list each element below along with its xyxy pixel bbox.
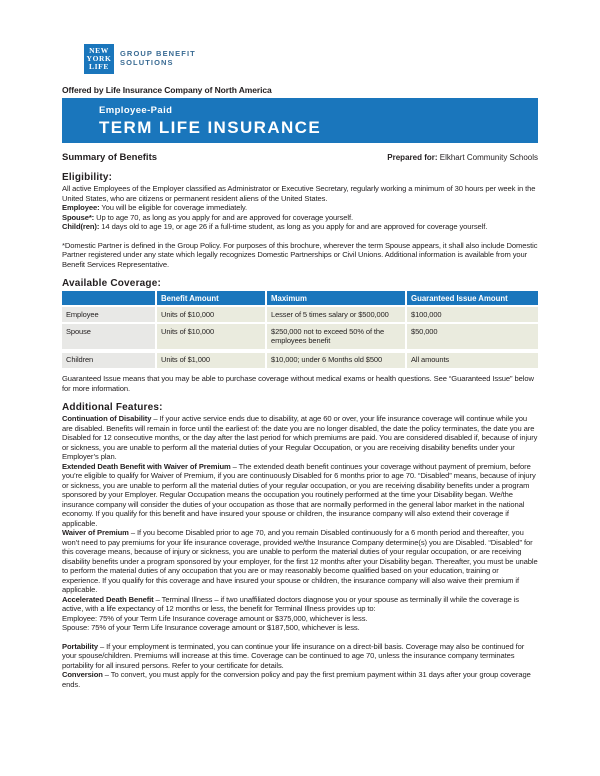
summary-of-benefits-title: Summary of Benefits xyxy=(62,152,158,163)
available-coverage-heading: Available Coverage: xyxy=(62,278,162,289)
cell-children-label: Children xyxy=(62,351,156,369)
feature-portability xyxy=(62,642,538,671)
eligibility-item-text: Up to age 70, as long as you apply for and are approved for coverage yourself. xyxy=(94,212,354,222)
cell-employee-maximum: Lesser of 5 times salary or $500,000 xyxy=(266,306,406,323)
logo-line: YORK xyxy=(86,54,112,63)
feature-label: Waiver of Premium xyxy=(62,528,129,538)
nyl-logo xyxy=(84,44,538,74)
coverage-col-maximum: Maximum xyxy=(266,291,406,306)
feature-label: Portability xyxy=(62,641,99,651)
feature-waiver-of-premium xyxy=(62,528,538,595)
feature-label: Continuation of Disability xyxy=(62,414,152,424)
title-banner xyxy=(62,98,538,143)
eligibility-item-label: Child(ren): xyxy=(62,222,100,231)
prepared-for xyxy=(387,153,538,162)
eligibility-item-children xyxy=(62,222,538,232)
table-row-spouse xyxy=(62,323,538,351)
eligibility-item-spouse xyxy=(62,213,538,223)
eligibility-item-employee xyxy=(62,203,538,213)
eligibility-item-text: 14 days old to age 19, or age 26 if a full-time student, as long as you apply for and are approved for coverage yourself. xyxy=(99,222,488,231)
logo-line: LIFE xyxy=(89,62,109,71)
logo-line: NEW xyxy=(89,46,109,55)
eligibility-heading: Eligibility: xyxy=(62,172,113,183)
eligibility-intro: All active Employees of the Employer classified as Administrator or Executive Secretary, regularly working a minimum of 30 hours per week in the United States, who are citizens or permanent resident aliens of the United States. xyxy=(62,184,536,203)
table-row-employee xyxy=(62,306,538,323)
cell-spouse-benefit: Units of $10,000 xyxy=(156,323,266,351)
feature-accelerated-death-benefit xyxy=(62,595,538,614)
feature-text: – If your active service ends due to disability, at age 60 or over, your life insurance coverage will continue while you are disabled. Benefits will remain in force until the earliest of: the date you are no longer disabled, the date the policy terminates, the date you are Disabled for 12 consecutive months, or the day after the last period for which premiums are paid. You are considered disabled if, because of injury or sickness, you are unable to perform all the material duties of your Regular Occupation, or you are receiving disability benefits under your Employer’s plan. xyxy=(62,414,538,462)
cell-spouse-label: Spouse xyxy=(62,323,156,351)
feature-text: – If your employment is terminated, you can continue your life insurance on a direct-bill basis. Coverage may also be continued for your spouse/children. Premiums will increase at this time. Coverage can be continued to age 70, unless the insurance company terminates portability for all insured persons. Refer to your certificate for details. xyxy=(62,641,525,670)
table-row-children xyxy=(62,351,538,369)
accelerated-benefit-employee-line: Employee: 75% of your Term Life Insurance coverage amount or $375,000, whichever is less. xyxy=(62,613,368,623)
feature-extended-death-benefit xyxy=(62,462,538,529)
logo-tagline-line1: GROUP BENEFIT xyxy=(120,49,196,58)
additional-features-heading: Additional Features: xyxy=(62,402,163,414)
coverage-table-header-row xyxy=(62,291,538,306)
summary-header-row xyxy=(62,152,538,163)
cell-children-maximum: $10,000; under 6 Months old $500 xyxy=(266,351,406,369)
cell-employee-gia: $100,000 xyxy=(406,306,538,323)
guaranteed-issue-note: Guaranteed Issue means that you may be able to purchase coverage without medical exams or health questions. See “Guaranteed Issue” below for more information. xyxy=(62,374,534,393)
feature-text: – To convert, you must apply for the conversion policy and pay the first premium payment within 31 days after your group coverage ends. xyxy=(62,670,531,689)
offered-by-line: Offered by Life Insurance Company of North America xyxy=(62,85,272,95)
cell-spouse-maximum: $250,000 not to exceed 50% of the employees benefit xyxy=(266,323,406,351)
domestic-partner-footnote: *Domestic Partner is defined in the Group Policy. For purposes of this brochure, wherever the term Spouse appears, it shall also include Domestic Partner registered under any state which legally recognizes Domestic Partnerships or Civil Unions. Additional information is available from your Benefit Services Representative. xyxy=(62,240,538,269)
feature-text: – If you become Disabled prior to age 70, and you remain Disabled continuously for a 6 month period and thereafter, you won’t need to pay premiums for your life insurance coverage, provided we/the Insurance Company determine(s) you are Disabled. “Disabled” for this coverage means, because of injury or sickness, you are unable to perform the material duties of your regular occupation, or are receiving disability benefits under a program sponsored by your employer, for the first 12 months after your Disability began. Thereafter, you must be unable to perform the material duties of any occupation that you are or may reasonably become qualified based on your education, training or experience. If you qualify for this coverage and have insured your spouse or children, the insurance company will also waive their premium if applicable. xyxy=(62,528,538,595)
feature-text: – The extended death benefit continues your coverage without payment of premium, before you’re eligible to qualify for Waiver of Premium, if you are continuously Disabled for 6 months prior to age 70. “Disabled” means, because of injury or sickness, you are unable to perform all the material duties of your regular occupation, or you are receiving disability benefits under a program sponsored by your Employer. Regular Occupation means the occupation you routinely performed at the time your Disability began. We/the insurance company will consider the duties of your occupation as those that are normally performed in the general labor market in the national economy. If you qualify for this benefit and have insured your spouse or children, the insurance company will also extend their coverage if applicable. xyxy=(62,461,536,528)
logo-wordmark xyxy=(120,49,196,67)
new-york-life-logo-icon xyxy=(84,44,114,74)
feature-label: Accelerated Death Benefit xyxy=(62,594,154,604)
feature-label: Conversion xyxy=(62,670,103,680)
coverage-col-benefit-amount: Benefit Amount xyxy=(156,291,266,306)
feature-label: Extended Death Benefit with Waiver of Premium xyxy=(62,461,231,471)
banner-title: TERM LIFE INSURANCE xyxy=(99,118,322,137)
feature-text: – Terminal Illness – if two unaffiliated doctors diagnose you or your spouse as terminally ill while the coverage is active, with a life expectancy of 12 months or less, the benefit for Terminal Illness provides up to: xyxy=(62,594,519,614)
cell-employee-benefit: Units of $10,000 xyxy=(156,306,266,323)
coverage-col-blank xyxy=(62,291,156,306)
eligibility-item-text: You will be eligible for coverage immediately. xyxy=(99,203,248,212)
logo-tagline-line2: SOLUTIONS xyxy=(120,58,174,67)
eligibility-item-label: Employee: xyxy=(62,203,100,212)
cell-spouse-gia: $50,000 xyxy=(406,323,538,351)
feature-conversion xyxy=(62,670,538,689)
accelerated-benefit-spouse-line: Spouse: 75% of your Term Life Insurance coverage amount or $187,500, whichever is less. xyxy=(62,623,360,633)
eligibility-item-label: Spouse*: xyxy=(62,212,95,222)
cell-employee-label: Employee xyxy=(62,306,156,323)
feature-continuation-of-disability xyxy=(62,414,538,462)
coverage-col-guaranteed-issue: Guaranteed Issue Amount xyxy=(406,291,538,306)
prepared-for-value: Elkhart Community Schools xyxy=(437,153,538,162)
banner-kicker: Employee-Paid xyxy=(99,105,173,116)
cell-children-gia: All amounts xyxy=(406,351,538,369)
coverage-table xyxy=(62,291,538,370)
cell-children-benefit: Units of $1,000 xyxy=(156,351,266,369)
prepared-for-label: Prepared for: xyxy=(387,153,438,162)
